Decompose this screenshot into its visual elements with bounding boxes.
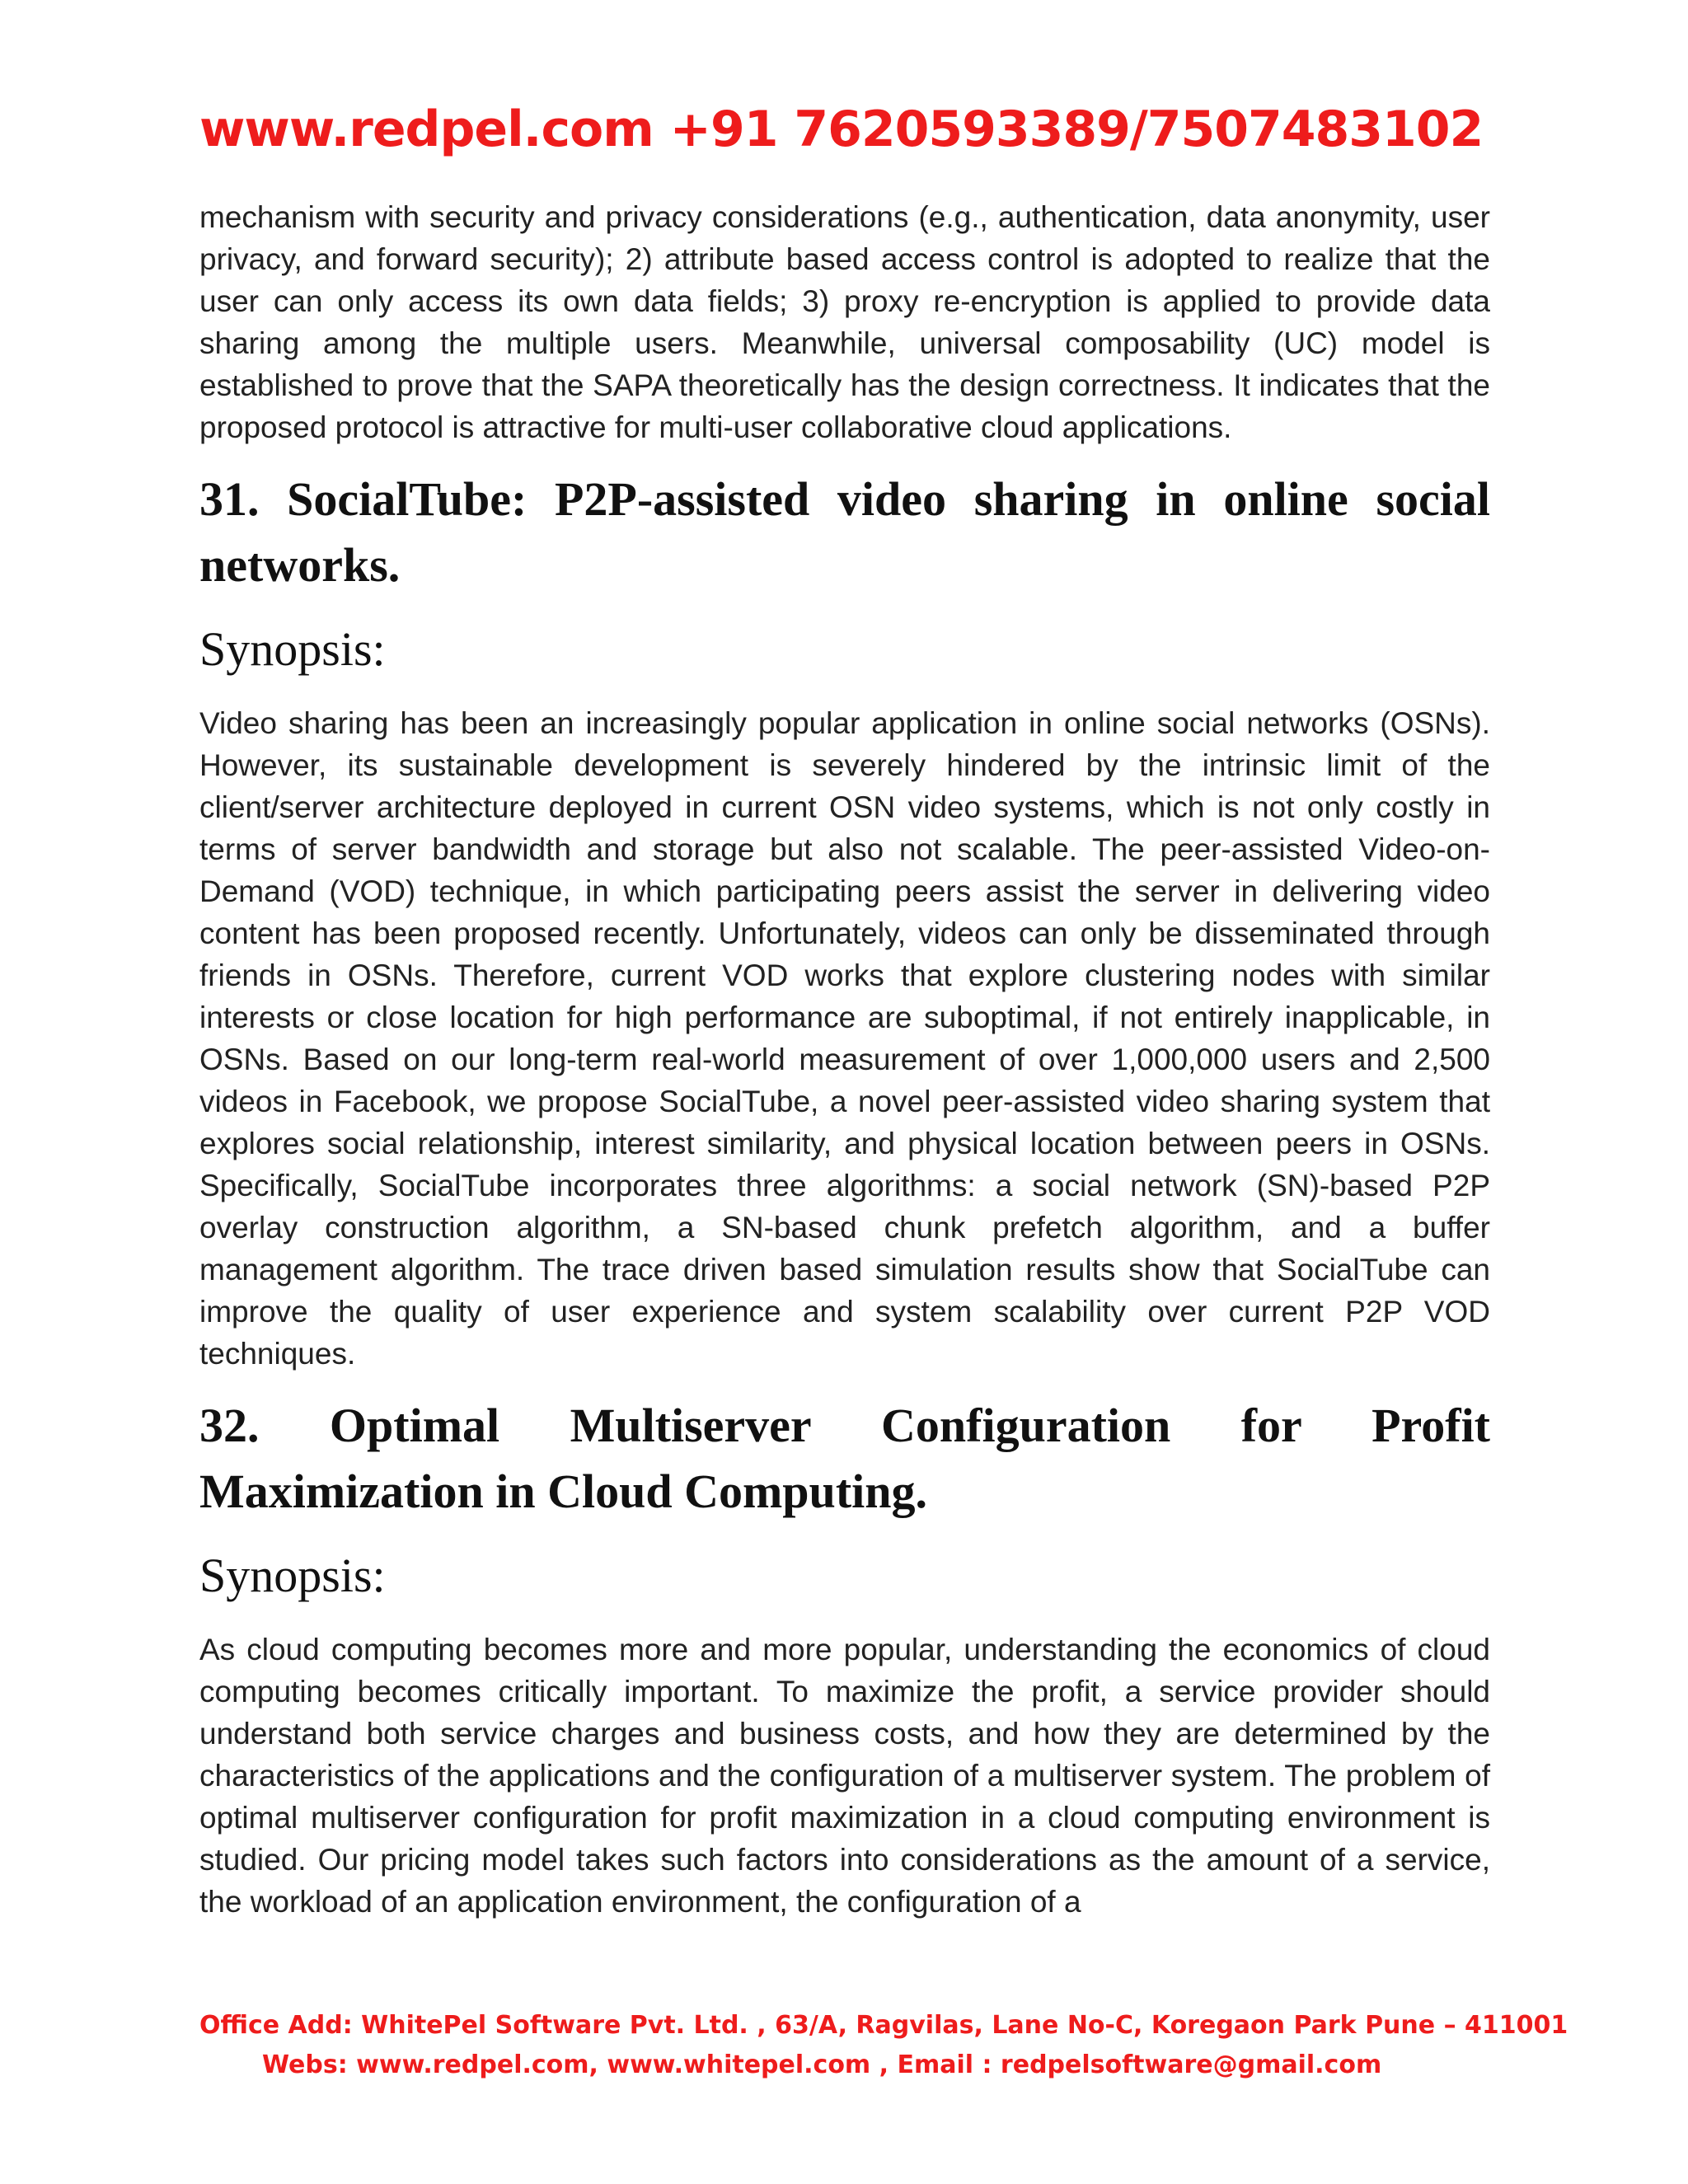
header-contact[interactable]: www.redpel.com +91 7620593389/7507483102 xyxy=(199,101,1484,158)
footer-address: Office Add: WhitePel Software Pvt. Ltd. , 63/A, Ragvilas, Lane No-C, Koregaon Park Pune – 411001 xyxy=(199,2011,1568,2040)
intro-paragraph: mechanism with security and privacy considerations (e.g., authentication, data anonymity, user privacy, and forward security); 2) attribute based access control is adopted to realize that the user can only access its own data fields; 3) proxy re-encryption is applied to provide data sharing among the multiple users. Meanwhile, universal composability (UC) model is established to prove that the SAPA theoretically has the design correctness. It indicates that the proposed protocol is attractive for multi-user collaborative cloud applications. xyxy=(199,200,1490,444)
main-content xyxy=(199,196,1490,1923)
section-32 xyxy=(199,1393,1490,1923)
synopsis-label: Synopsis: xyxy=(199,1549,386,1602)
section-title: 32. Optimal Multiserver Configuration for Profit Maximization in Cloud Computing. xyxy=(199,1399,1490,1518)
section-body: As cloud computing becomes more and more popular, understanding the economics of cloud computing becomes critically important. To maximize the profit, a service provider should understand both service charges and business costs, and how they are determined by the characteristics of the applications and the configuration of a multiserver system. The problem of optimal multiserver configuration for profit maximization in a cloud computing environment is studied. Our pricing model takes such factors into considerations as the amount of a service, the workload of an application environment, the configuration of a xyxy=(199,1633,1490,1919)
section-title: 31. SocialTube: P2P-assisted video sharing in online social networks. xyxy=(199,472,1490,592)
section-31 xyxy=(199,466,1490,1375)
section-body: Video sharing has been an increasingly popular application in online social networks (OSNs). However, its sustainable development is severely hindered by the intrinsic limit of the client/server architecture deployed in current OSN video systems, which is not only costly in terms of server bandwidth and storage but also not scalable. The peer-assisted Video-on-Demand (VOD) technique, in which participating peers assist the server in delivering video content has been proposed recently. Unfortunately, videos can only be disseminated through friends in OSNs. Therefore, current VOD works that explore clustering nodes with similar interests or close location for high performance are suboptimal, if not entirely inapplicable, in OSNs. Based on our long-term real-world measurement of over 1,000,000 users and 2,500 videos in Facebook, we propose SocialTube, a novel peer-assisted video sharing system that explores social relationship, interest similarity, and physical location between peers in OSNs. Specifically, SocialTube incorporates three algorithms: a social network (SN)-based P2P overlay construction algorithm, a SN-based chunk prefetch algorithm, and a buffer management algorithm. The trace driven based simulation results show that SocialTube can improve the quality of user experience and system scalability over current P2P VOD techniques. xyxy=(199,706,1490,1371)
synopsis-label: Synopsis: xyxy=(199,622,386,676)
footer-links[interactable]: Webs: www.redpel.com, www.whitepel.com , Email : redpelsoftware@gmail.com xyxy=(262,2050,1382,2079)
